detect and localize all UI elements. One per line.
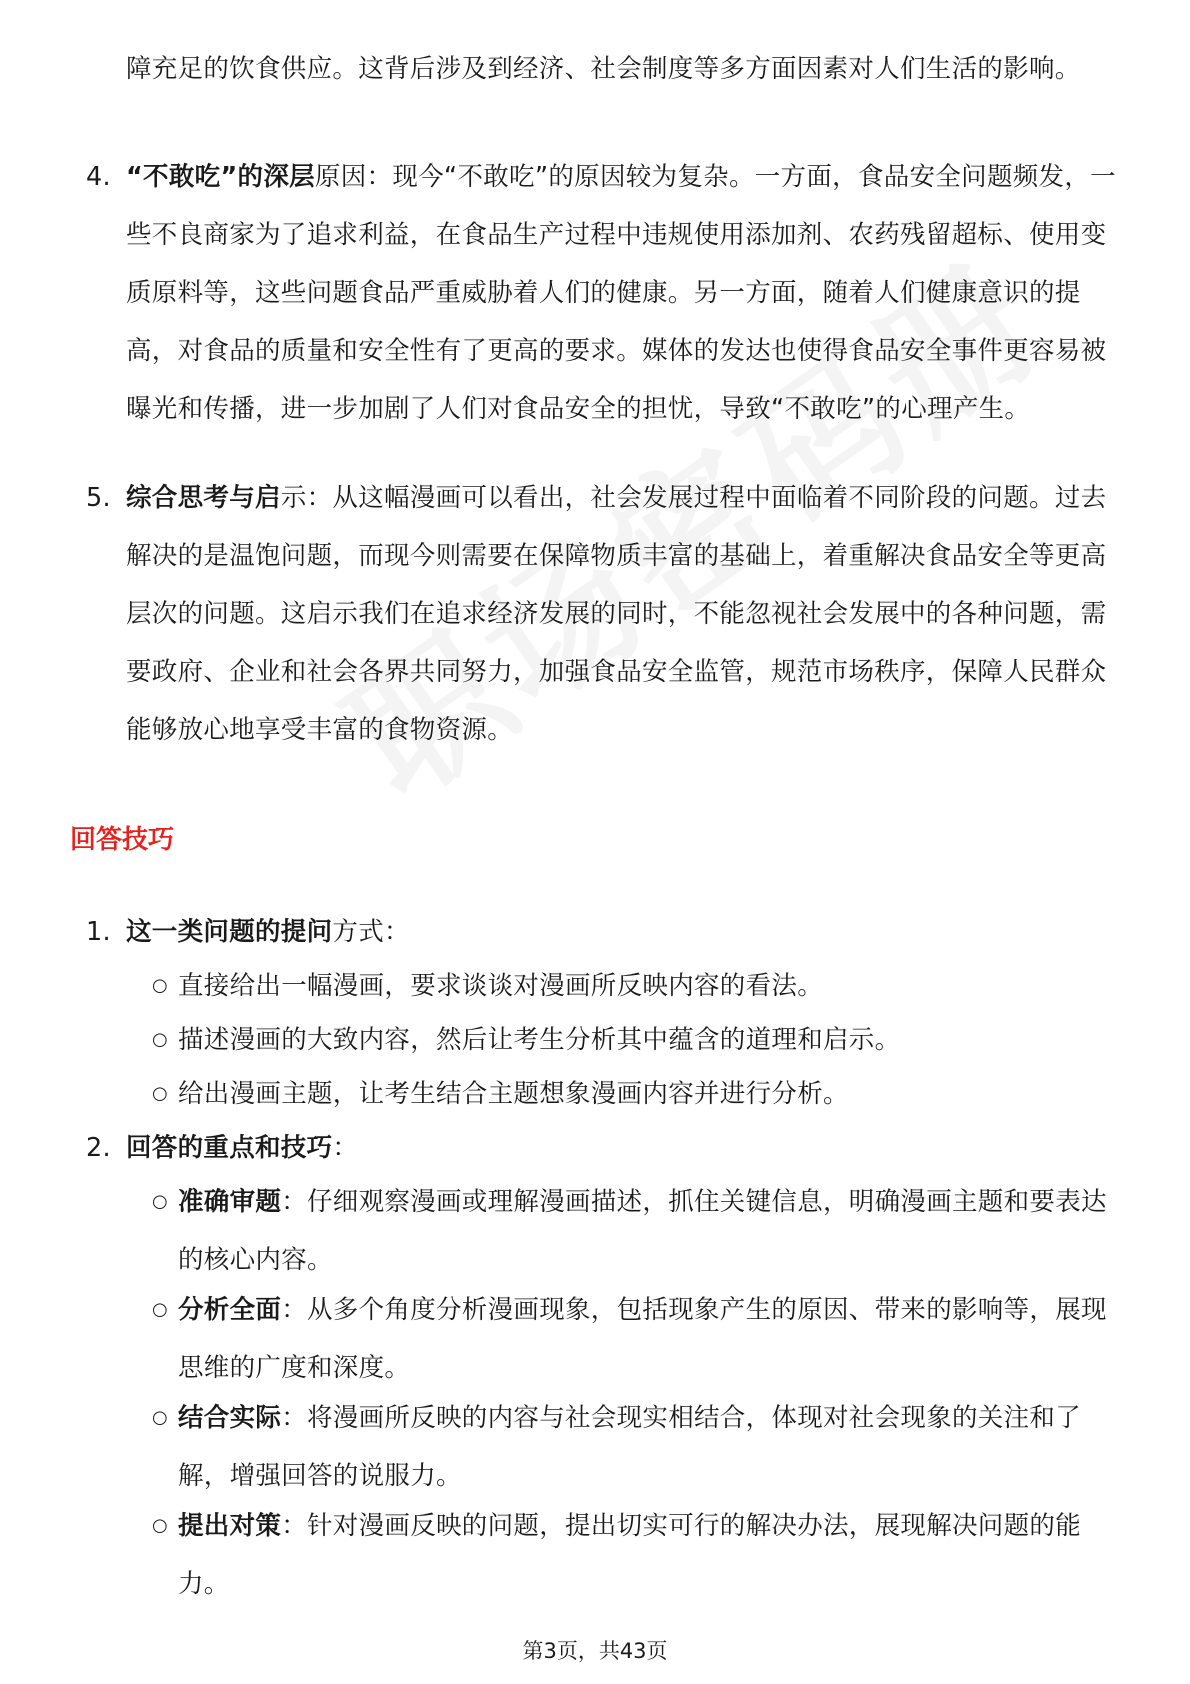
bullet-bold: 提出对策 <box>178 1511 282 1541</box>
bullet-bold: 分析全面 <box>178 1295 282 1325</box>
bullet-item <box>152 1497 1112 1613</box>
bullet-circle-icon: ○ <box>152 1083 169 1104</box>
bullet-text: ：从多个角度分析漫画现象，包括现象产生的原因、带来的影响等，展现思维的广度和深度。 <box>178 1295 1107 1383</box>
list-number: 4. <box>86 162 111 192</box>
tip-colon: ： <box>332 1133 359 1163</box>
item-title-bold: 综合思考与启 <box>126 483 281 513</box>
list-item-5 <box>86 469 1126 759</box>
item-title-bold: “不敢吃”的深层 <box>126 162 315 192</box>
list-item-body <box>126 469 1126 759</box>
bullet-circle-icon: ○ <box>152 1029 169 1050</box>
bullet-item <box>152 1281 1112 1397</box>
list-number: 5. <box>86 483 111 513</box>
list-item-body <box>126 148 1126 438</box>
list-item-4 <box>86 148 1126 438</box>
bullet-body <box>178 1497 1112 1613</box>
item-title-rest: 原因 <box>314 162 367 192</box>
intro-continuation: 障充足的饮食供应。这背后涉及到经济、社会制度等多方面因素对人们生活的影响。 <box>126 54 1081 84</box>
tip-title-rest: 方式 <box>332 917 385 947</box>
bullet-item <box>152 1011 1112 1069</box>
page-footer: 第3页，共43页 <box>522 1639 668 1663</box>
item-text: ：从这幅漫画可以看出，社会发展过程中面临着不同阶段的问题。过去解决的是温饱问题，而现今则需要在保障物质丰富的基础上，着重解决食品安全等更高层次的问题。这启示我们在追求经济发展的同时，不能忽视社会发展中的各种问题，需要政府、企业和社会各界共同努力，加强食品安全监管，规范市场秩序，保障人民群众能够放心地享受丰富的食物资源。 <box>126 483 1107 745</box>
bullet-text: ：针对漫画反映的问题，提出切实可行的解决办法，展现解决问题的能力。 <box>178 1511 1082 1599</box>
tip-colon: ： <box>384 917 410 947</box>
bullet-body <box>178 1389 1112 1505</box>
bullet-item <box>152 1065 1112 1123</box>
bullet-body <box>178 1173 1112 1289</box>
bullet-item <box>152 1173 1112 1289</box>
bullet-text: 描述漫画的大致内容，然后让考生分析其中蕴含的道理和启示。 <box>178 1025 901 1055</box>
list-number: 2. <box>86 1133 111 1163</box>
bullet-body <box>178 1281 1112 1397</box>
tip-item-1 <box>86 903 1126 961</box>
item-title-rest: 示 <box>280 483 307 513</box>
bullet-bold: 结合实际 <box>178 1403 282 1433</box>
bullet-circle-icon: ○ <box>152 1191 169 1212</box>
bullet-circle-icon: ○ <box>152 1515 169 1536</box>
bullet-circle-icon: ○ <box>152 1407 169 1428</box>
bullet-item <box>152 1389 1112 1505</box>
bullet-text: ：将漫画所反映的内容与社会现实相结合，体现对社会现象的关注和了解，增强回答的说服力。 <box>178 1403 1082 1491</box>
tip-title-bold: 回答的重点和技巧 <box>126 1133 333 1163</box>
bullet-bold: 准确审题 <box>178 1187 282 1217</box>
tip-title <box>126 1119 1126 1177</box>
tip-item-2 <box>86 1119 1126 1177</box>
bullet-item <box>152 957 1112 1015</box>
bullet-text: 直接给出一幅漫画，要求谈谈对漫画所反映内容的看法。 <box>178 971 824 1001</box>
bullet-text: 给出漫画主题，让考生结合主题想象漫画内容并进行分析。 <box>178 1079 849 1109</box>
tip-title <box>126 903 1126 961</box>
item-text: ：现今“不敢吃”的原因较为复杂。一方面，食品安全问题频发，一些不良商家为了追求利益，在食品生产过程中违规使用添加剂、农药残留超标、使用变质原料等，这些问题食品严重威胁着人们的健康。另一方面，随着人们健康意识的提高，对食品的质量和安全性有了更高的要求。媒体的发达也使得食品安全事件更容易被曝光和传播，进一步加剧了人们对食品安全的担忧，导致“不敢吃”的心理产生。 <box>126 162 1116 424</box>
section-title: 回答技巧 <box>70 825 175 855</box>
bullet-text: ：仔细观察漫画或理解漫画描述，抓住关键信息，明确漫画主题和要表达的核心内容。 <box>178 1187 1107 1275</box>
list-number: 1. <box>86 917 111 947</box>
bullet-circle-icon: ○ <box>152 1299 169 1320</box>
tip-title-bold: 这一类问题的提问 <box>126 917 333 947</box>
bullet-circle-icon: ○ <box>152 975 169 996</box>
